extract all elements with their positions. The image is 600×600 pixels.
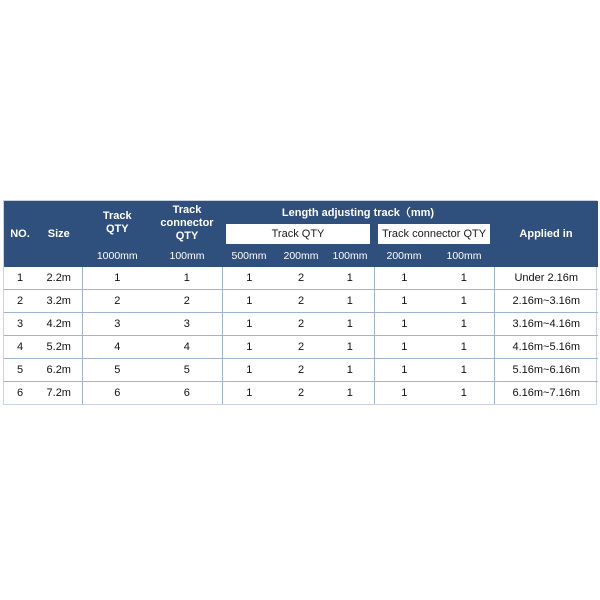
cell-connector: 1 [152,267,222,290]
cell-size: 3.2m [36,290,82,313]
cell-conn-200: 1 [374,290,434,313]
table-header [4,201,598,267]
cell-conn-100: 1 [434,267,494,290]
track-spec-table [4,201,598,404]
cell-conn-200: 1 [374,382,434,405]
unit-adj-500: 500mm [222,245,276,267]
cell-adj-100: 1 [326,336,374,359]
cell-no: 5 [4,359,36,382]
header-sub-connector-qty-label: Track connector QTY [378,224,490,244]
header-track-connector-qty [152,201,222,245]
header-no: NO. [4,201,36,267]
cell-conn-200: 1 [374,336,434,359]
cell-adj-500: 1 [222,382,276,405]
cell-no: 3 [4,313,36,336]
unit-adj-100: 100mm [326,245,374,267]
header-size: Size [36,201,82,267]
cell-connector: 3 [152,313,222,336]
header-track-qty [82,201,152,245]
cell-applied: 6.16m~7.16m [494,382,598,405]
cell-track: 3 [82,313,152,336]
cell-adj-500: 1 [222,290,276,313]
cell-applied: 3.16m~4.16m [494,313,598,336]
cell-adj-200: 2 [276,313,326,336]
cell-conn-100: 1 [434,290,494,313]
cell-adj-100: 1 [326,359,374,382]
unit-conn-200: 200mm [374,245,434,267]
cell-adj-500: 1 [222,359,276,382]
unit-conn-100: 100mm [434,245,494,267]
cell-size: 6.2m [36,359,82,382]
header-track-connector-qty-label: Track connector QTY [160,203,214,242]
unit-track: 1000mm [82,245,152,267]
cell-track: 4 [82,336,152,359]
cell-adj-200: 2 [297,272,305,284]
cell-size: 5.2m [36,336,82,359]
table-row [4,313,598,336]
cell-size: 4.2m [36,313,82,336]
cell-no: 1 [16,272,24,284]
cell-connector: 4 [152,336,222,359]
cell-connector: 2 [152,290,222,313]
table-row [4,336,598,359]
header-sub-connector-qty [374,223,494,245]
unit-connector: 100mm [152,245,222,267]
cell-connector: 5 [152,359,222,382]
cell-size: 7.2m [36,382,82,405]
cell-no: 2 [4,290,36,313]
header-track-qty-label: Track QTY [102,210,132,235]
table-row [4,382,598,405]
spec-table-container [3,200,597,405]
table-row [4,359,598,382]
cell-applied: 5.16m~6.16m [494,359,598,382]
header-sub-track-qty [222,223,374,245]
cell-adj-500: 1 [222,313,276,336]
cell-track: 1 [114,272,121,284]
table-row [4,290,598,313]
cell-conn-100: 1 [434,359,494,382]
header-applied-in: Applied in [494,201,598,267]
table-row [4,267,598,290]
cell-adj-200: 2 [276,336,326,359]
cell-adj-200: 2 [276,382,326,405]
cell-adj-100: 1 [326,382,374,405]
cell-size: 2.2m [36,267,82,290]
cell-conn-100: 1 [434,382,494,405]
cell-adj-500: 1 [222,336,276,359]
cell-track: 5 [82,359,152,382]
cell-applied: 4.16m~5.16m [494,336,598,359]
cell-adj-200: 2 [276,290,326,313]
unit-adj-200: 200mm [276,245,326,267]
cell-adj-100: 1 [326,313,374,336]
table-body [4,267,598,404]
cell-adj-500: 1 [246,272,253,284]
cell-conn-100: 1 [434,336,494,359]
cell-no: 6 [4,382,36,405]
cell-track: 6 [82,382,152,405]
cell-applied: 2.16m~3.16m [494,290,598,313]
cell-no: 4 [4,336,36,359]
cell-adj-200: 2 [276,359,326,382]
cell-conn-200: 1 [401,272,408,284]
cell-applied: Under 2.16m [514,272,579,284]
cell-adj-100: 1 [326,290,374,313]
cell-adj-100: 1 [326,267,374,290]
cell-track: 2 [82,290,152,313]
cell-conn-200: 1 [374,313,434,336]
header-sub-track-qty-label: Track QTY [226,224,370,244]
cell-connector: 6 [152,382,222,405]
cell-conn-200: 1 [374,359,434,382]
header-length-adjusting: Length adjusting track（mm) [222,201,494,223]
cell-conn-100: 1 [434,313,494,336]
